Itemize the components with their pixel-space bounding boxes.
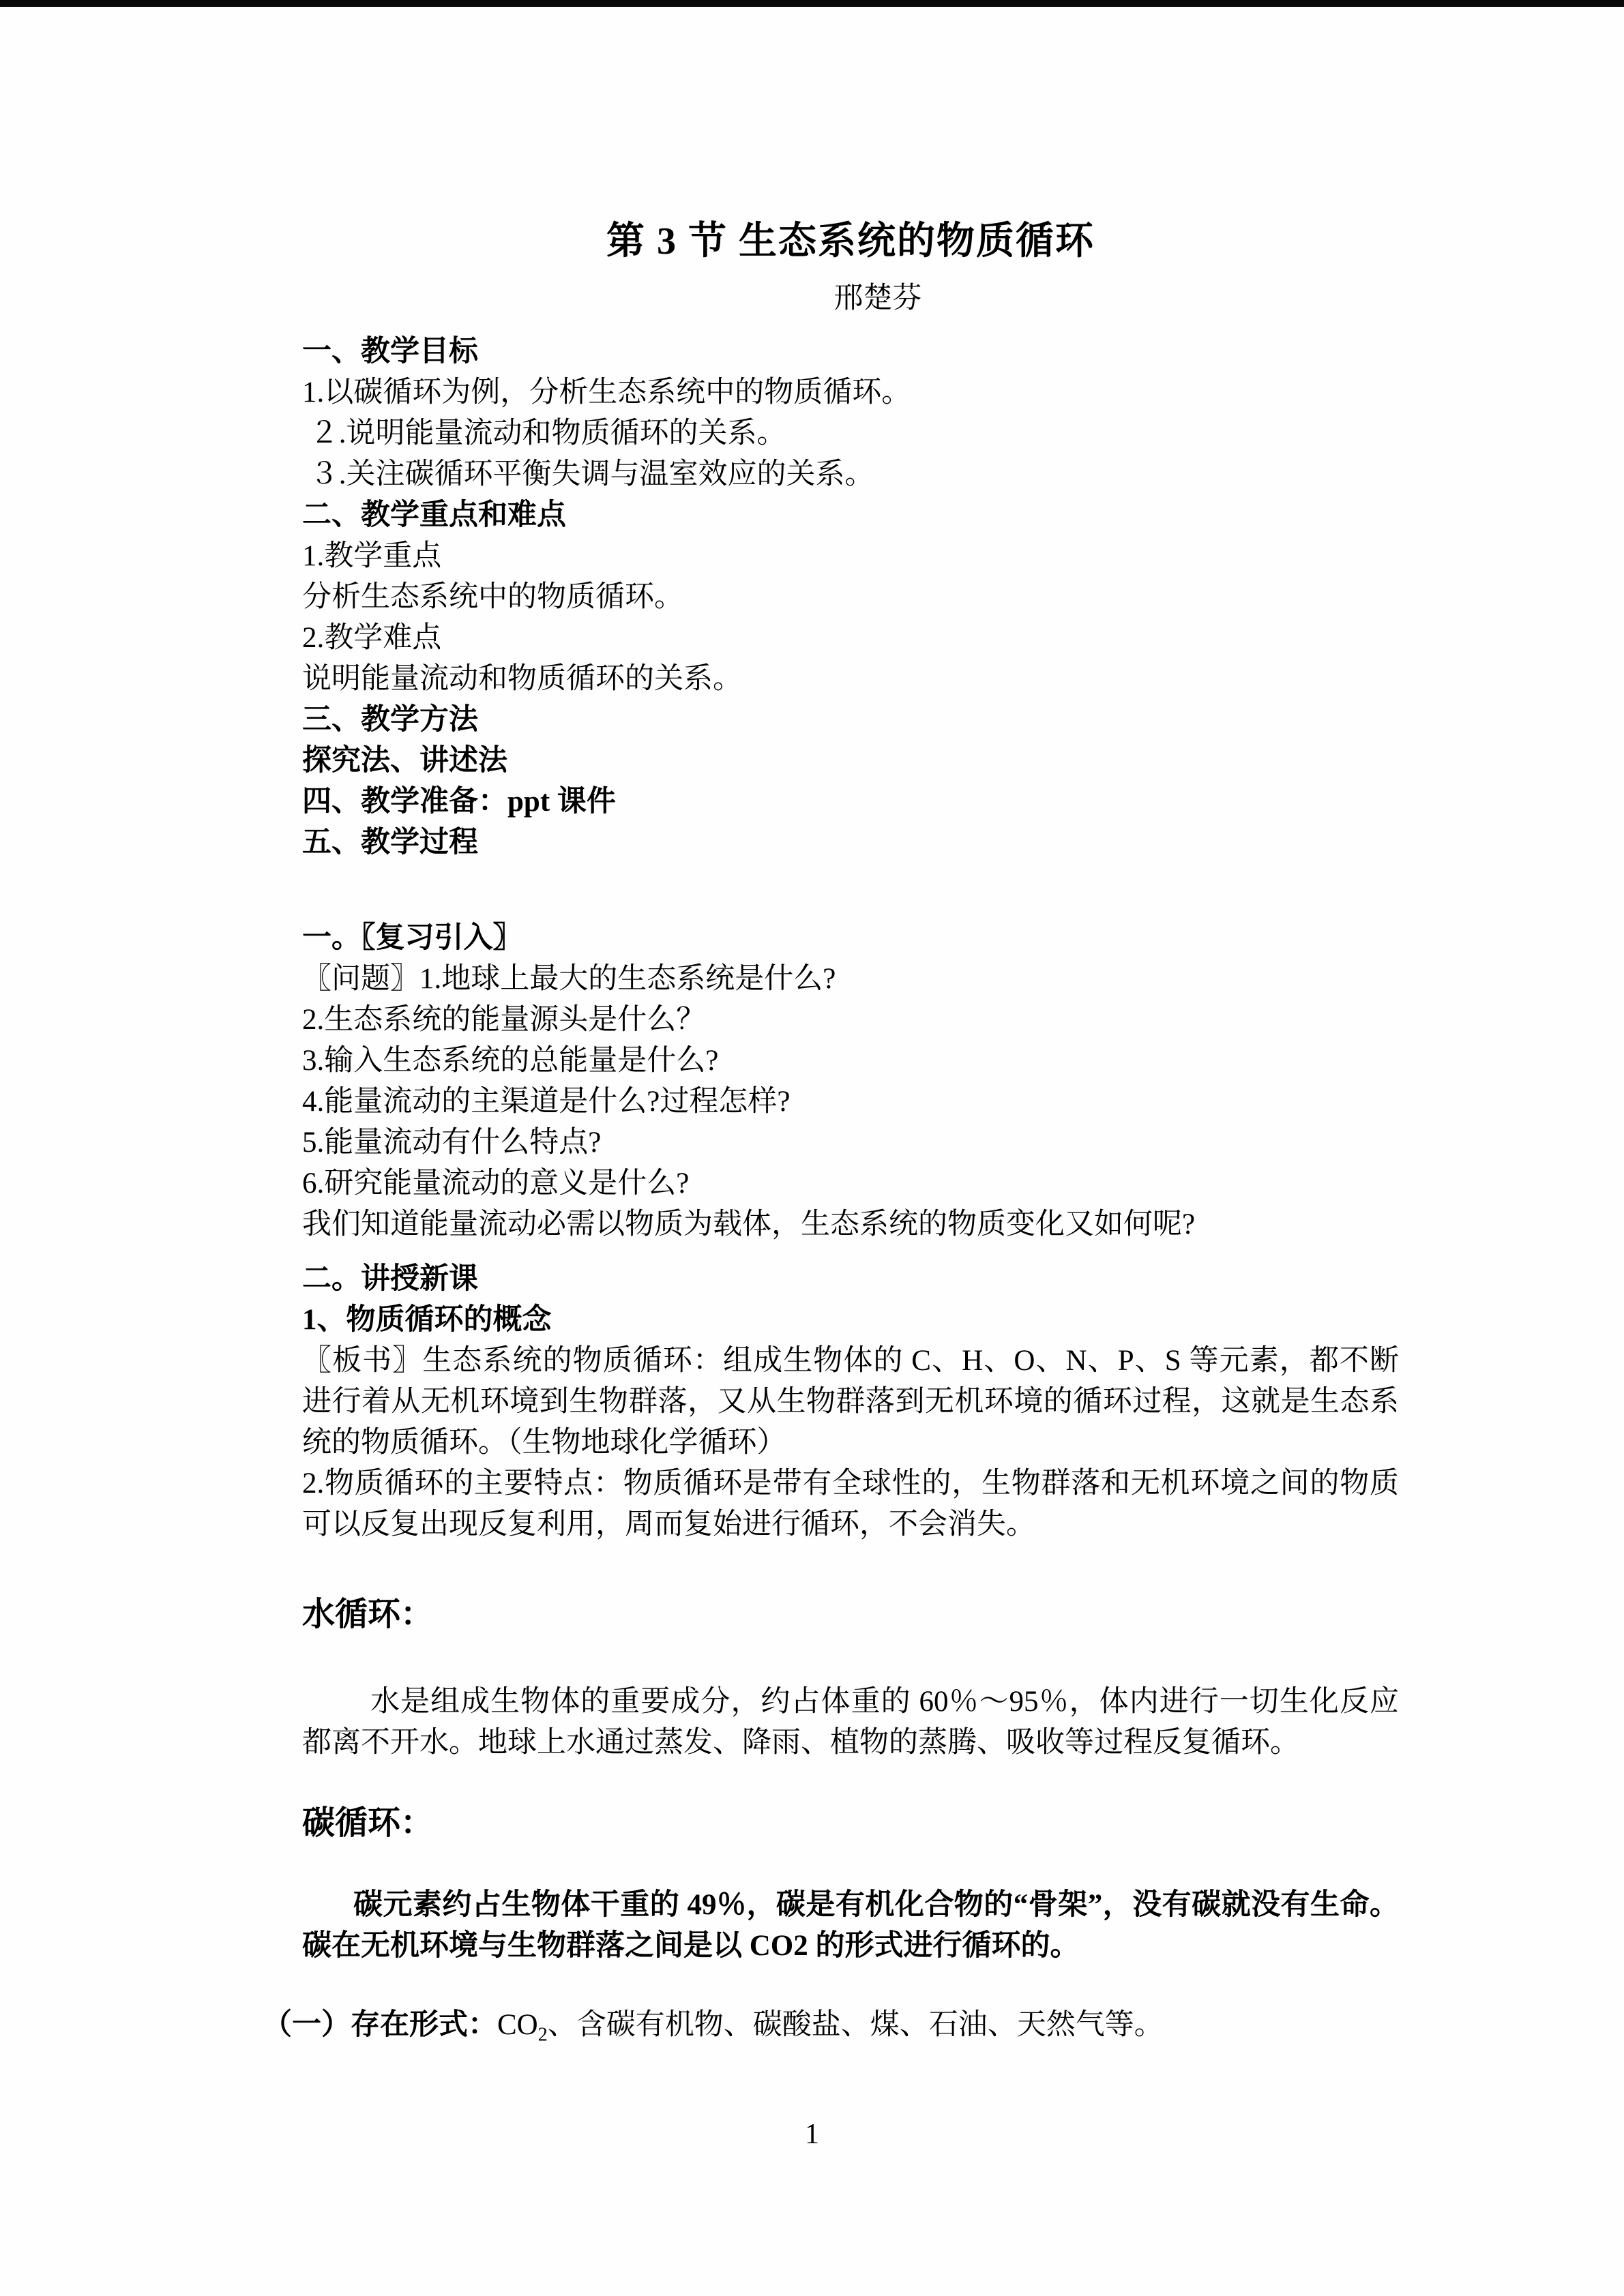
objective-item-3: ３.关注碳循环平衡失调与温室效应的关系。 — [302, 458, 874, 490]
existence-form-line — [263, 2005, 1399, 2056]
objective-item-1: 1.以碳循环为例，分析生态系统中的物质循环。 — [302, 376, 911, 408]
existence-form-subscript: 2 — [537, 2024, 548, 2046]
carbon-cycle-heading: 碳循环： — [302, 1805, 434, 1841]
review-intro-heading: 一。〖复习引入〗 — [302, 922, 522, 954]
review-question-4: 4.能量流动的主渠道是什么?过程怎样? — [302, 1086, 791, 1118]
existence-form-list: 、含碳有机物、碳酸盐、煤、石油、天然气等。 — [547, 2009, 1164, 2041]
focus-line-2: 分析生态系统中的物质循环。 — [302, 581, 683, 613]
review-question-3: 3.输入生态系统的总能量是什么? — [302, 1045, 719, 1077]
page-number: 1 — [805, 2119, 819, 2150]
concept-paragraph: 〖板书〗生态系统的物质循环：组成生物体的 C、H、O、N、P、S 等元素，都不断进行着从无机环境到生物群落，又从生物群落到无机环境的循环过程，这就是生态系统的物质循环。（生物地球化学循环） — [302, 1345, 1399, 1459]
objectives-heading: 一、教学目标 — [302, 336, 478, 368]
water-cycle-paragraph: 水是组成生物体的重要成分，约占体重的 60％～95％，体内进行一切生化反应都离不开水。地球上水通过蒸发、降雨、植物的蒸腾、吸收等过程反复循环。 — [302, 1686, 1399, 1759]
objective-item-2: ２.说明能量流动和物质循环的关系。 — [302, 417, 786, 449]
method-body: 探究法、讲述法 — [302, 745, 507, 777]
document-content — [263, 217, 1399, 2056]
review-question-6: 6.研究能量流动的意义是什么? — [302, 1167, 690, 1199]
focus-line-1: 1.教学重点 — [302, 540, 442, 572]
existence-form-label: （一）存在形式： — [263, 2009, 497, 2041]
focus-line-3: 2.教学难点 — [302, 622, 442, 654]
author-name: 邢楚芬 — [833, 282, 922, 314]
water-cycle-heading: 水循环： — [302, 1596, 434, 1632]
concept-heading: 1、物质循环的概念 — [302, 1304, 552, 1336]
process-heading: 五、教学过程 — [302, 826, 478, 859]
page-top-border — [0, 0, 1624, 7]
page-title: 第 3 节 生态系统的物质循环 — [606, 220, 1095, 263]
review-question-5: 5.能量流动有什么特点? — [302, 1127, 602, 1159]
review-transition: 我们知道能量流动必需以物质为载体，生态系统的物质变化又如何呢? — [302, 1208, 1196, 1240]
preparation-heading: 四、教学准备：ppt 课件 — [302, 786, 616, 818]
carbon-cycle-paragraph: 碳元素约占生物体干重的 49％，碳是有机化合物的“骨架”，没有碳就没有生命。碳在无机环境与生物群落之间是以 CO2 的形式进行循环的。 — [302, 1889, 1399, 1962]
method-heading: 三、教学方法 — [302, 704, 478, 736]
teach-new-lesson-heading: 二。讲授新课 — [302, 1263, 478, 1295]
focus-line-4: 说明能量流动和物质循环的关系。 — [302, 663, 742, 695]
review-question-2: 2.生态系统的能量源头是什么？ — [302, 1004, 706, 1036]
existence-form-co: CO — [497, 2009, 538, 2041]
focus-heading: 二、教学重点和难点 — [302, 499, 566, 531]
features-paragraph: 2.物质循环的主要特点：物质循环是带有全球性的，生物群落和无机环境之间的物质可以反复出现反复利用，周而复始进行循环，不会消失。 — [302, 1467, 1399, 1540]
review-question-1: 〖问题〗1.地球上最大的生态系统是什么? — [302, 963, 836, 995]
